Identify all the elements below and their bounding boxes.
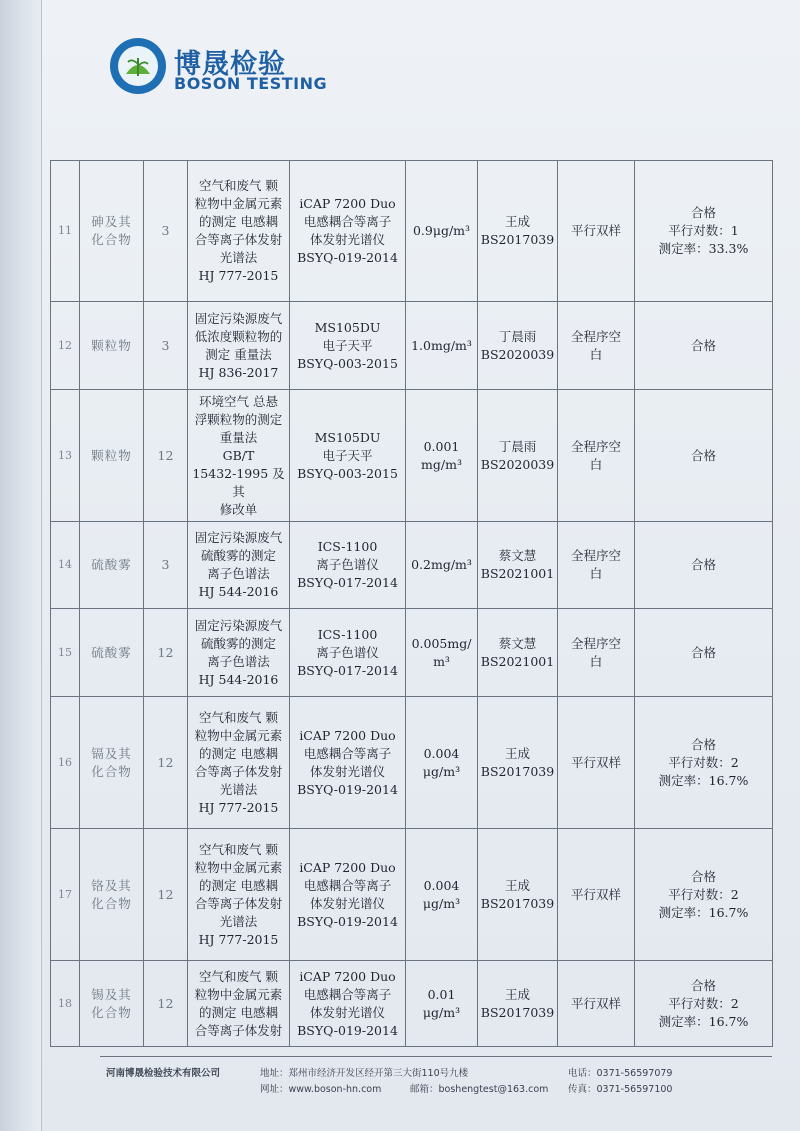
analyst-cell [478,829,558,961]
detection-limit-line: 0.005mg/ [411,635,472,651]
test-method-line: 合等离子体发射 [194,232,283,247]
analyst-line: BS2017039 [480,895,555,911]
detection-limit-line: μg/m³ [422,1004,461,1020]
test-method-cell [188,522,290,609]
test-method-line: 固定污染源废气 [194,617,283,633]
instrument-line: BSYQ-017-2014 [297,575,398,590]
test-item-line: 硫酸雾 [91,557,132,572]
instrument-line: 电感耦合等离子 [303,214,392,229]
analyst-cell [478,161,558,302]
table-row [51,161,773,302]
test-method-line: 粒物中金属元素 [194,859,283,875]
table-row [51,829,773,961]
test-method-line: 的测定 电感耦 [199,745,278,761]
test-method-line: 硫酸雾的测定 [200,635,276,651]
instrument-line: 离子色谱仪 [316,644,379,660]
analyst-line: BS2017039 [480,1004,555,1020]
test-item-cell [80,522,144,609]
logo-chinese-name: 博晟检验 [174,49,286,80]
instrument-line: BSYQ-003-2015 [297,355,398,371]
test-item-line: 化合物 [91,895,132,911]
detection-limit-line: 0.001 [423,438,460,454]
sample-count-cell: 12 [144,961,188,1047]
analyst-line: 蔡文慧 [498,635,537,651]
detection-limit-line: m³ [433,653,450,669]
test-method-line: HJ 544-2016 [198,671,279,687]
logo-english-name: BOSON TESTING [174,74,328,93]
instrument-cell [290,609,406,697]
analyst-line: 王成 [504,986,530,1002]
footer-company: 河南博晟检验技术有限公司 [106,1068,221,1079]
instrument-line: ICS-1100 [317,626,378,642]
test-item-cell [80,829,144,961]
test-method-line: GB/T [222,447,255,463]
test-item-cell [80,609,144,697]
analyst-line: 王成 [504,877,530,893]
test-method-cell [188,390,290,522]
test-item-cell [80,161,144,302]
sample-count-cell: 12 [144,390,188,522]
test-method-line: 固定污染源废气 [194,310,283,326]
test-method-line: 15432-1995 及其 [192,465,285,499]
qc-measure-line: 全程序空 [570,438,621,454]
test-method-line: 浮颗粒物的测定 [194,411,283,427]
instrument-line: iCAP 7200 Duo [299,968,396,984]
test-method-line: 的测定 电感耦 [199,1004,278,1020]
test-item-line: 化合物 [91,232,132,247]
instrument-line: iCAP 7200 Duo [299,727,396,743]
qc-result-line: 合格 [690,205,716,220]
instrument-line: MS105DU [314,319,381,335]
test-item-cell [80,697,144,829]
detection-limit-cell [406,302,478,390]
qc-measure-cell [558,522,635,609]
qc-result-line: 平行对数：2 [668,995,739,1011]
test-results-table [50,160,773,1047]
detection-limit-cell [406,522,478,609]
footer-phone: 电话：0371-56597079 [568,1068,673,1079]
instrument-cell [290,390,406,522]
qc-measure-cell [558,697,635,829]
instrument-line: 电子天平 [322,447,373,463]
detection-limit-cell [406,390,478,522]
test-method-line: 光谱法 [219,781,258,797]
detection-limit-line: 0.2mg/m³ [411,557,472,572]
test-method-cell [188,161,290,302]
instrument-line: BSYQ-019-2014 [297,913,398,929]
test-item-line: 砷及其 [91,214,132,229]
test-method-line: 空气和废气 颗 [199,841,278,857]
instrument-cell [290,302,406,390]
test-method-line: HJ 836-2017 [198,364,279,380]
qc-result-line: 合格 [690,736,716,752]
detection-limit-cell [406,961,478,1047]
instrument-line: ICS-1100 [317,539,378,554]
footer-email: 邮箱：boshengtest@163.com [410,1084,549,1095]
qc-result-line: 平行对数：2 [668,886,739,902]
row-number-cell: 16 [51,697,80,829]
analyst-line: 丁晨雨 [498,328,537,344]
instrument-line: 体发射光谱仪 [309,895,385,911]
detection-limit-line: μg/m³ [422,895,461,911]
test-method-line: 固定污染源废气 [194,530,283,545]
qc-measure-cell [558,161,635,302]
detection-limit-cell [406,697,478,829]
instrument-line: MS105DU [314,429,381,445]
qc-measure-line: 白 [589,346,603,362]
test-method-line: 合等离子体发射 [194,1022,283,1038]
instrument-line: BSYQ-017-2014 [297,662,398,678]
analyst-cell [478,697,558,829]
instrument-line: 电子天平 [322,337,373,353]
test-item-cell [80,302,144,390]
instrument-line: BSYQ-019-2014 [297,1022,398,1038]
instrument-cell [290,829,406,961]
qc-result-cell [635,161,773,302]
row-number-cell: 14 [51,522,80,609]
qc-measure-line: 平行双样 [570,886,621,902]
row-number-cell: 13 [51,390,80,522]
test-method-line: 粒物中金属元素 [194,986,283,1002]
qc-result-cell [635,961,773,1047]
analyst-line: 王成 [504,745,530,761]
instrument-line: 体发射光谱仪 [309,763,385,779]
qc-result-cell [635,390,773,522]
instrument-line: BSYQ-019-2014 [297,250,398,265]
test-method-line: HJ 777-2015 [198,268,279,283]
qc-measure-line: 白 [589,566,603,581]
qc-result-line: 测定率：33.3% [658,241,749,256]
detection-limit-cell [406,829,478,961]
qc-result-line: 平行对数：2 [668,754,739,770]
instrument-line: 电感耦合等离子 [303,877,392,893]
binding-edge [0,0,42,1131]
qc-result-cell [635,829,773,961]
footer-divider [100,1056,772,1057]
test-item-cell [80,961,144,1047]
table-row [51,609,773,697]
test-method-line: HJ 777-2015 [198,799,279,815]
analyst-line: BS2020039 [480,456,555,472]
test-method-line: 硫酸雾的测定 [200,548,276,563]
detection-limit-line: mg/m³ [421,456,462,472]
row-number-cell: 12 [51,302,80,390]
detection-limit-line: 0.01 [427,986,456,1002]
qc-result-line: 平行对数：1 [668,223,739,238]
qc-measure-line: 平行双样 [570,754,621,770]
analyst-line: 蔡文慧 [498,548,537,563]
test-item-line: 化合物 [91,763,132,779]
qc-result-line: 合格 [690,644,716,660]
row-number-cell: 18 [51,961,80,1047]
test-item-cell [80,390,144,522]
qc-measure-cell [558,609,635,697]
qc-measure-cell [558,390,635,522]
test-item-line: 化合物 [91,1004,132,1020]
row-number-cell: 15 [51,609,80,697]
footer-address: 地址：郑州市经济开发区经开第三大街110号九楼 [260,1068,469,1079]
qc-result-cell [635,609,773,697]
test-item-line: 锡及其 [91,986,132,1002]
instrument-line: iCAP 7200 Duo [299,196,396,211]
analyst-line: BS2021001 [480,653,555,669]
table-row [51,961,773,1047]
table-row [51,302,773,390]
test-method-line: 低浓度颗粒物的 [194,328,283,344]
test-item-line: 铬及其 [91,877,132,893]
sample-count-cell: 12 [144,697,188,829]
analyst-line: BS2017039 [480,763,555,779]
detection-limit-line: 0.004 [423,877,460,893]
test-method-line: 光谱法 [219,250,258,265]
qc-measure-cell [558,302,635,390]
qc-measure-line: 全程序空 [570,635,621,651]
test-method-line: 光谱法 [219,913,258,929]
analyst-line: 丁晨雨 [498,438,537,454]
qc-measure-line: 平行双样 [570,995,621,1011]
analyst-cell [478,961,558,1047]
company-logo [108,36,328,98]
instrument-line: 电感耦合等离子 [303,745,392,761]
test-method-cell [188,302,290,390]
test-method-line: 粒物中金属元素 [194,196,283,211]
qc-result-line: 合格 [690,868,716,884]
test-method-cell [188,609,290,697]
qc-measure-line: 全程序空 [570,328,621,344]
detection-limit-line: 1.0mg/m³ [411,337,472,353]
row-number-cell: 17 [51,829,80,961]
analyst-line: BS2020039 [480,346,555,362]
sample-count-cell: 3 [144,522,188,609]
qc-measure-cell [558,961,635,1047]
qc-measure-line: 白 [589,456,603,472]
qc-result-line: 合格 [690,447,716,463]
qc-result-line: 测定率：16.7% [658,772,749,788]
sample-count-cell: 3 [144,161,188,302]
test-method-line: 测定 重量法 [205,346,272,362]
qc-result-cell [635,522,773,609]
instrument-cell [290,161,406,302]
test-method-line: 的测定 电感耦 [199,214,278,229]
test-method-line: 环境空气 总悬 [199,393,278,409]
test-item-line: 颗粒物 [91,337,132,353]
test-method-line: 粒物中金属元素 [194,727,283,743]
test-method-line: 空气和废气 颗 [199,968,278,984]
qc-result-line: 测定率：16.7% [658,904,749,920]
detection-limit-cell [406,609,478,697]
row-number-cell: 11 [51,161,80,302]
qc-result-cell [635,697,773,829]
detection-limit-line: 0.9μg/m³ [412,223,471,238]
instrument-line: 体发射光谱仪 [309,1004,385,1020]
qc-result-line: 合格 [690,557,716,572]
page-footer [100,1063,790,1103]
test-method-line: 离子色谱法 [207,566,270,581]
instrument-line: 体发射光谱仪 [309,232,385,247]
instrument-line: iCAP 7200 Duo [299,859,396,875]
qc-result-line: 合格 [690,977,716,993]
instrument-line: BSYQ-019-2014 [297,781,398,797]
logo-emblem-icon [108,36,168,96]
table-row [51,390,773,522]
analyst-line: BS2017039 [480,232,555,247]
instrument-cell [290,522,406,609]
instrument-line: BSYQ-003-2015 [297,465,398,481]
table-row [51,697,773,829]
table-row [51,522,773,609]
analyst-cell [478,522,558,609]
detection-limit-line: 0.004 [423,745,460,761]
qc-result-cell [635,302,773,390]
test-method-line: 合等离子体发射 [194,895,283,911]
analyst-line: BS2021001 [480,566,555,581]
instrument-line: 电感耦合等离子 [303,986,392,1002]
qc-result-line: 测定率：16.7% [658,1013,749,1029]
test-method-cell [188,961,290,1047]
qc-result-line: 合格 [690,337,716,353]
test-item-line: 镉及其 [91,745,132,761]
test-method-line: 的测定 电感耦 [199,877,278,893]
test-method-line: 重量法 [219,429,258,445]
test-method-line: HJ 544-2016 [198,584,279,599]
analyst-cell [478,390,558,522]
test-method-line: 修改单 [219,501,258,517]
test-method-line: HJ 777-2015 [198,931,279,947]
sample-count-cell: 3 [144,302,188,390]
qc-measure-line: 白 [589,653,603,669]
test-method-cell [188,829,290,961]
qc-measure-cell [558,829,635,961]
test-method-line: 空气和废气 颗 [199,709,278,725]
test-method-cell [188,697,290,829]
detection-limit-cell [406,161,478,302]
analyst-line: 王成 [504,214,530,229]
sample-count-cell: 12 [144,829,188,961]
test-method-line: 合等离子体发射 [194,763,283,779]
footer-fax: 传真：0371-56597100 [568,1084,673,1095]
test-item-line: 颗粒物 [91,447,132,463]
instrument-cell [290,697,406,829]
test-item-line: 硫酸雾 [91,644,132,660]
footer-website: 网址：www.boson-hn.com [260,1084,382,1095]
qc-measure-line: 全程序空 [570,548,621,563]
analyst-cell [478,609,558,697]
analyst-cell [478,302,558,390]
instrument-line: 离子色谱仪 [316,557,379,572]
instrument-cell [290,961,406,1047]
test-method-line: 离子色谱法 [207,653,270,669]
sample-count-cell: 12 [144,609,188,697]
qc-measure-line: 平行双样 [570,223,621,238]
detection-limit-line: μg/m³ [422,763,461,779]
test-method-line: 空气和废气 颗 [199,178,278,193]
